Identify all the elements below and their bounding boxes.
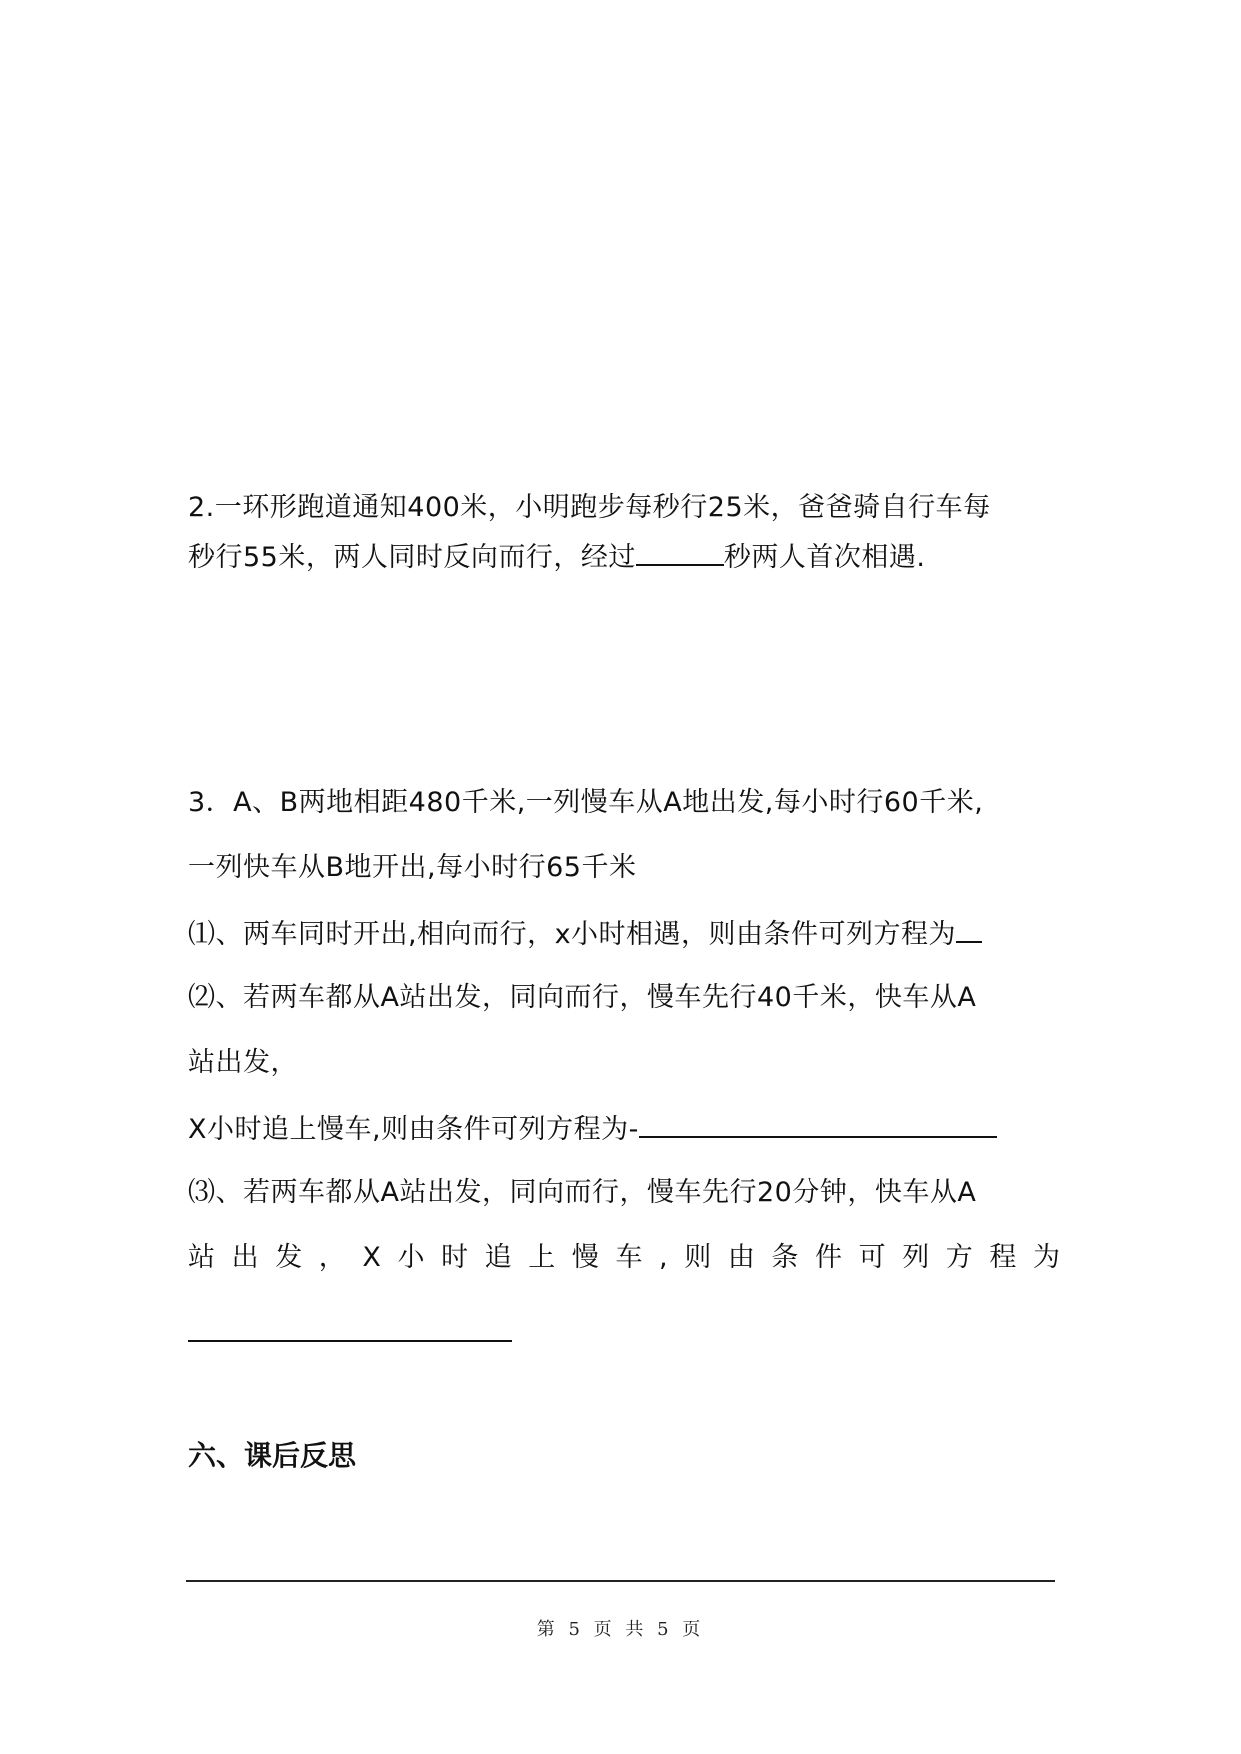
spread-char: 列 [902, 1242, 930, 1273]
spread-char: 为 [1032, 1242, 1060, 1273]
spread-char: , [659, 1242, 668, 1273]
section-6-heading: 六、课后反思 [188, 1439, 357, 1472]
spread-char: 由 [727, 1242, 755, 1273]
q3-part-2-text: X小时追上慢车,则由条件可列方程为- [188, 1114, 639, 1145]
spread-char: 上 [528, 1242, 556, 1273]
spread-char: 慢 [571, 1242, 599, 1273]
spread-char: 件 [815, 1242, 842, 1273]
spread-char: 则 [684, 1242, 712, 1273]
q3-part-1-text: ⑴、两车同时开出,相向而行，x小时相遇，则由条件可列方程为 [188, 919, 957, 950]
q2-line-1: 2.一环形跑道通知400米，小明跑步每秒行25米，爸爸骑自行车每 [188, 492, 991, 523]
q3-part-2-line-3 [188, 1110, 997, 1148]
spread-char: 时 [441, 1242, 469, 1273]
spread-char: 追 [484, 1242, 512, 1273]
spread-char: 发 [275, 1242, 303, 1273]
q2-line-2-text-a: 秒行55米，两人同时反向而行，经过 [188, 542, 636, 573]
page-number: 第 5 页 共 5 页 [536, 1619, 705, 1640]
q3-part-3-line-1: ⑶、若两车都从A站出发，同向而行，慢车先行20分钟，快车从A [188, 1177, 977, 1208]
spread-char: 程 [989, 1242, 1017, 1273]
spread-char: 车 [615, 1242, 643, 1273]
q3-part-2-line-1: ⑵、若两车都从A站出发，同向而行，慢车先行40千米，快车从A [188, 982, 977, 1013]
q2-line-2 [188, 538, 925, 576]
spread-char: 小 [397, 1242, 425, 1273]
q3-line-1: 3．A、B两地相距480千米,一列慢车从A地出发,每小时行60千米, [188, 787, 984, 818]
spread-char: 出 [231, 1242, 259, 1273]
spread-char: 方 [945, 1242, 973, 1273]
q3-part-2-blank[interactable] [639, 1110, 997, 1138]
spread-char: 可 [858, 1242, 886, 1273]
q3-part-3-line-2 [188, 1240, 1060, 1276]
q3-part-3-blank[interactable] [188, 1340, 512, 1342]
spread-char: X [362, 1242, 381, 1273]
q2-line-2-text-b: 秒两人首次相遇. [723, 542, 926, 573]
q3-line-2: 一列快车从B地开出,每小时行65千米 [188, 852, 637, 883]
spread-char: 条 [771, 1242, 799, 1273]
spread-char: 站 [188, 1242, 215, 1273]
footer-divider [186, 1580, 1055, 1582]
q3-part-1 [188, 915, 982, 953]
spread-char: ， [318, 1242, 346, 1273]
q3-part-1-blank[interactable] [956, 915, 982, 943]
q3-part-2-line-2: 站出发， [188, 1047, 298, 1078]
q2-answer-blank[interactable] [636, 538, 724, 566]
